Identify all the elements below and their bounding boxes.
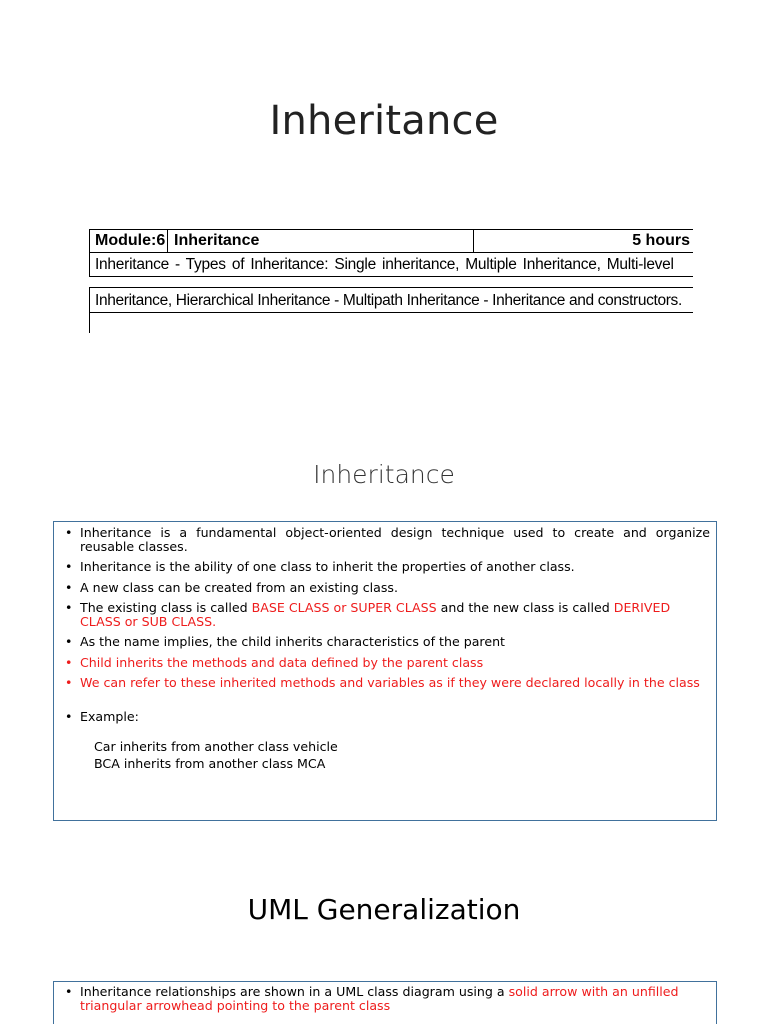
bullet-example-label: • Example: [60, 710, 710, 724]
syllabus-topic: Inheritance [168, 230, 474, 252]
slide-title-inheritance-2: Inheritance [313, 460, 455, 489]
slide-title-inheritance: Inheritance [269, 98, 499, 144]
example-bca: BCA inherits from another class MCA [94, 755, 326, 771]
syllabus-table-border [89, 313, 90, 333]
syllabus-content-line-1: Inheritance - Types of Inheritance: Single inheritance, Multiple Inheritance, Multi-level [89, 253, 693, 277]
syllabus-module: Module:6 [90, 230, 168, 252]
syllabus-content-line-2: Inheritance, Hierarchical Inheritance - Multipath Inheritance - Inheritance and constructors. [89, 287, 693, 313]
syllabus-header-row [89, 229, 693, 253]
uml-text-pre: Inheritance relationships are shown in a UML class diagram using a [80, 984, 509, 999]
base-text-pre: The existing class is called [80, 600, 252, 615]
bullet-new-class: • A new class can be created from an existing class. [60, 581, 710, 595]
bullet-uml-arrow [60, 985, 710, 1012]
slide-title-uml-generalization: UML Generalization [247, 893, 521, 926]
bullet-child-parent: • As the name implies, the child inherits characteristics of the parent [60, 635, 710, 649]
uml-content-box [53, 981, 717, 1024]
base-class-term: BASE CLASS or SUPER CLASS [251, 600, 437, 615]
syllabus-hours: 5 hours [632, 232, 690, 249]
uml-arrow-description: solid arrow with an unfilled triangular arrowhead pointing to the parent class [80, 984, 679, 1013]
example-car: Car inherits from another class vehicle [94, 739, 338, 754]
inheritance-content-box [53, 521, 717, 821]
bullet-methods-data: • Child inherits the methods and data defined by the parent class [60, 656, 710, 670]
base-text-mid: and the new class is called [436, 600, 614, 615]
derived-class-term: DERIVED CLASS or SUB CLASS. [80, 600, 671, 629]
bullet-refer-locally: • We can refer to these inherited methods and variables as if they were declared locally in the class [60, 676, 710, 690]
bullet-base-derived [60, 601, 710, 628]
bullet-ability: • Inheritance is the ability of one class to inherit the properties of another class. [60, 560, 710, 574]
bullet-definition: • Inheritance is a fundamental object-oriented design technique used to create and organize reusable classes. [60, 526, 710, 553]
